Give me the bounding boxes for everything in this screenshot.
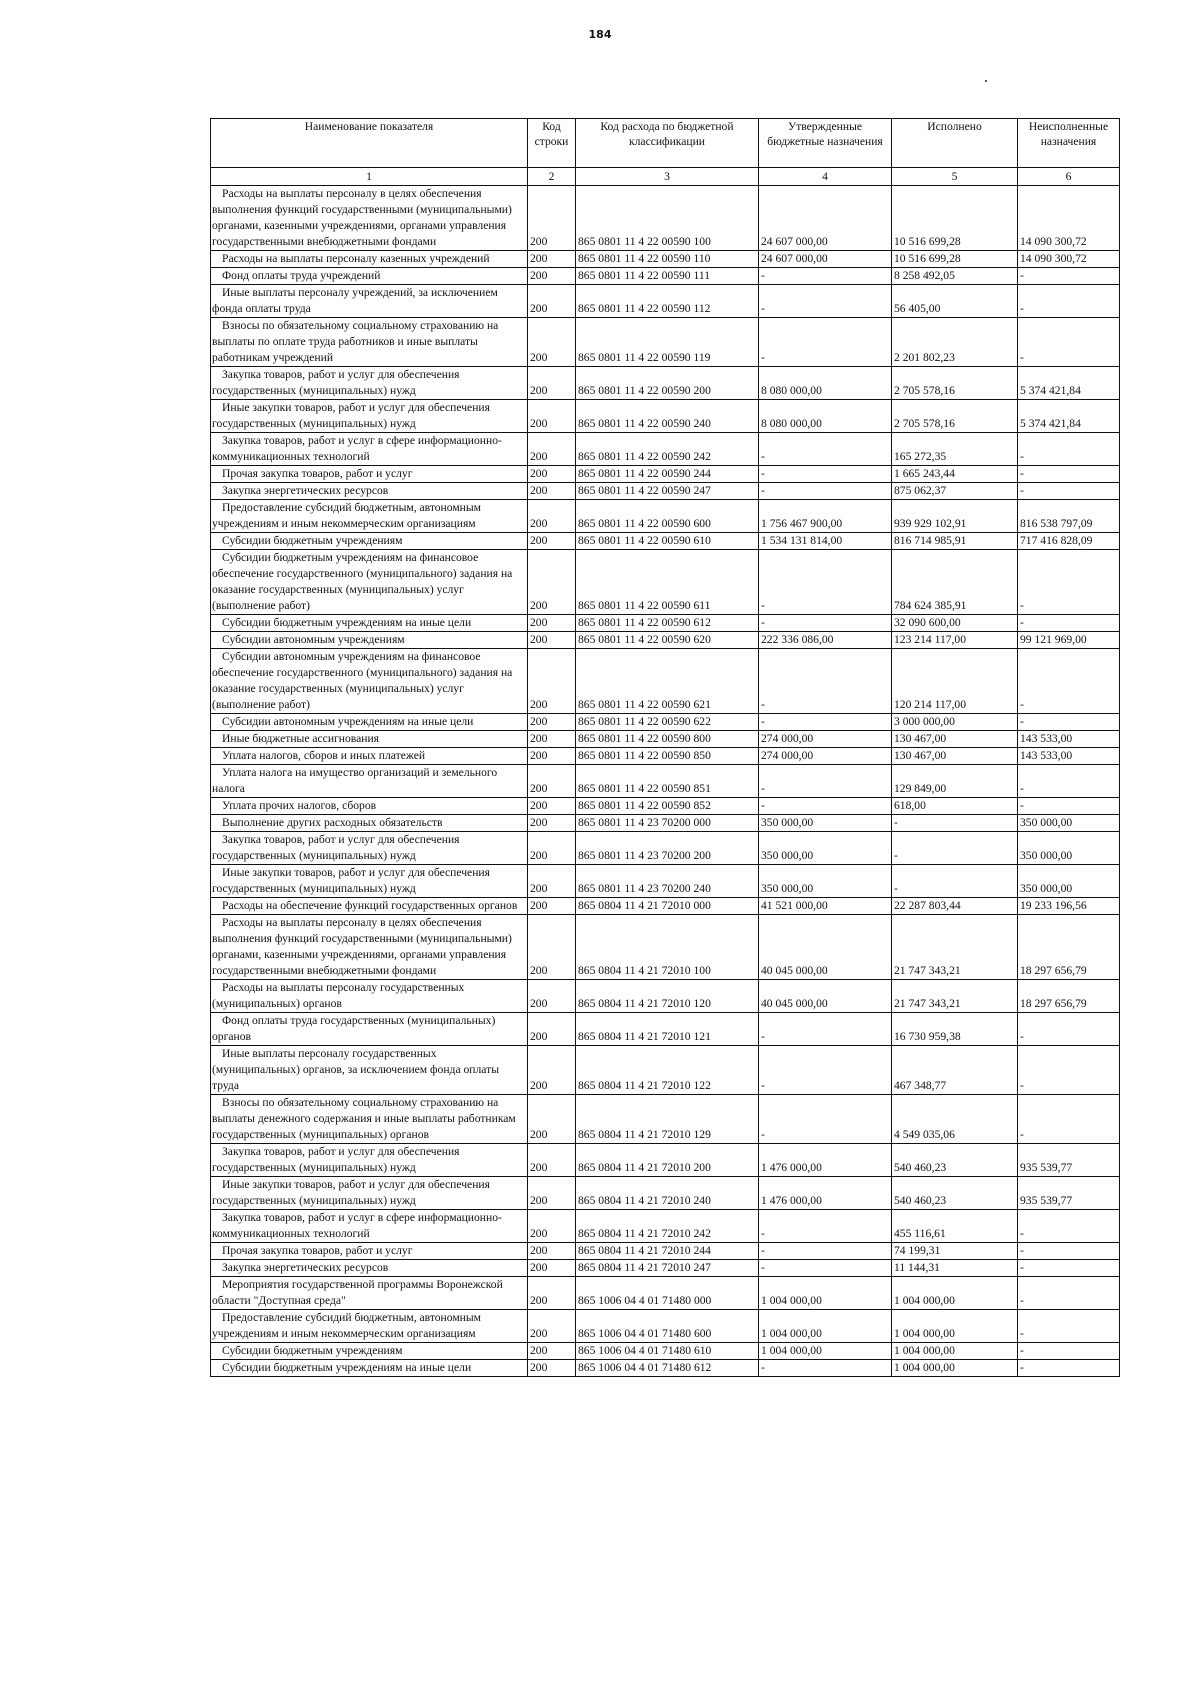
expense-code-cell: 865 0801 11 4 22 00590 600 <box>576 500 759 533</box>
table-row <box>211 186 1120 251</box>
indicator-name-cell: Закупка товаров, работ и услуг для обеспечения государственных (муниципальных) нужд <box>211 832 528 865</box>
unexecuted-value-cell: 99 121 969,00 <box>1018 632 1120 649</box>
expense-code-cell: 865 0801 11 4 22 00590 111 <box>576 268 759 285</box>
indicator-name-cell: Взносы по обязательному социальному страхованию на выплаты по оплате труда работников и иные выплаты работникам учреждений <box>211 318 528 367</box>
line-code-cell: 200 <box>528 533 576 550</box>
approved-value-cell: - <box>759 1260 892 1277</box>
unexecuted-value-cell: 5 374 421,84 <box>1018 367 1120 400</box>
expense-code-cell: 865 0801 11 4 22 00590 110 <box>576 251 759 268</box>
approved-value-cell: - <box>759 1360 892 1377</box>
line-code-cell: 200 <box>528 285 576 318</box>
column-number: 4 <box>759 168 892 186</box>
expense-code-cell: 865 0804 11 4 21 72010 000 <box>576 898 759 915</box>
indicator-name-cell: Закупка товаров, работ и услуг в сфере информационно-коммуникационных технологий <box>211 433 528 466</box>
indicator-name-cell: Субсидии автономным учреждениям на финансовое обеспечение государственного (муниципального) задания на оказание государственных (муниципальных) услуг (выполнение работ) <box>211 649 528 714</box>
table-row <box>211 865 1120 898</box>
indicator-name-cell: Прочая закупка товаров, работ и услуг <box>211 466 528 483</box>
line-code-cell: 200 <box>528 318 576 367</box>
executed-value-cell: 2 705 578,16 <box>892 367 1018 400</box>
line-code-cell: 200 <box>528 1277 576 1310</box>
indicator-name-cell: Предоставление субсидий бюджетным, автономным учреждениям и иным некоммерческим организациям <box>211 500 528 533</box>
executed-value-cell: 56 405,00 <box>892 285 1018 318</box>
executed-value-cell: 74 199,31 <box>892 1243 1018 1260</box>
expense-code-cell: 865 0801 11 4 22 00590 242 <box>576 433 759 466</box>
expense-code-cell: 865 0804 11 4 21 72010 242 <box>576 1210 759 1243</box>
expense-code-cell: 865 0804 11 4 21 72010 129 <box>576 1095 759 1144</box>
line-code-cell: 200 <box>528 649 576 714</box>
executed-value-cell: 1 665 243,44 <box>892 466 1018 483</box>
approved-value-cell: 1 476 000,00 <box>759 1177 892 1210</box>
executed-value-cell: 2 705 578,16 <box>892 400 1018 433</box>
approved-value-cell: - <box>759 285 892 318</box>
approved-value-cell: 41 521 000,00 <box>759 898 892 915</box>
table-row <box>211 815 1120 832</box>
approved-value-cell: - <box>759 433 892 466</box>
column-number: 3 <box>576 168 759 186</box>
column-number-row <box>211 168 1120 186</box>
approved-value-cell: 274 000,00 <box>759 748 892 765</box>
executed-value-cell: 540 460,23 <box>892 1177 1018 1210</box>
table-row <box>211 1144 1120 1177</box>
approved-value-cell: 8 080 000,00 <box>759 367 892 400</box>
table-row <box>211 1013 1120 1046</box>
unexecuted-value-cell: - <box>1018 483 1120 500</box>
line-code-cell: 200 <box>528 1310 576 1343</box>
header-unexecuted: Неисполненные назначения <box>1018 119 1120 168</box>
indicator-name-cell: Субсидии автономным учреждениям на иные цели <box>211 714 528 731</box>
expense-code-cell: 865 0801 11 4 23 70200 200 <box>576 832 759 865</box>
executed-value-cell: 816 714 985,91 <box>892 533 1018 550</box>
expense-code-cell: 865 0804 11 4 21 72010 200 <box>576 1144 759 1177</box>
executed-value-cell: 21 747 343,21 <box>892 915 1018 980</box>
executed-value-cell: 10 516 699,28 <box>892 186 1018 251</box>
line-code-cell: 200 <box>528 433 576 466</box>
indicator-name-cell: Иные закупки товаров, работ и услуг для обеспечения государственных (муниципальных) нужд <box>211 400 528 433</box>
expense-code-cell: 865 0801 11 4 22 00590 620 <box>576 632 759 649</box>
indicator-name-cell: Субсидии бюджетным учреждениям <box>211 533 528 550</box>
table-row <box>211 533 1120 550</box>
executed-value-cell: 21 747 343,21 <box>892 980 1018 1013</box>
table-row <box>211 367 1120 400</box>
indicator-name-cell: Прочая закупка товаров, работ и услуг <box>211 1243 528 1260</box>
indicator-name-cell: Фонд оплаты труда учреждений <box>211 268 528 285</box>
indicator-name-cell: Выполнение других расходных обязательств <box>211 815 528 832</box>
executed-value-cell: - <box>892 815 1018 832</box>
unexecuted-value-cell: - <box>1018 798 1120 815</box>
unexecuted-value-cell: 143 533,00 <box>1018 748 1120 765</box>
table-row <box>211 550 1120 615</box>
expense-code-cell: 865 0801 11 4 22 00590 800 <box>576 731 759 748</box>
expense-code-cell: 865 0801 11 4 22 00590 622 <box>576 714 759 731</box>
unexecuted-value-cell: - <box>1018 550 1120 615</box>
table-row <box>211 798 1120 815</box>
executed-value-cell: 120 214 117,00 <box>892 649 1018 714</box>
line-code-cell: 200 <box>528 500 576 533</box>
approved-value-cell: - <box>759 1013 892 1046</box>
header-indicator-name: Наименование показателя <box>211 119 528 168</box>
approved-value-cell: 1 004 000,00 <box>759 1277 892 1310</box>
line-code-cell: 200 <box>528 1243 576 1260</box>
table-row <box>211 483 1120 500</box>
approved-value-cell: - <box>759 483 892 500</box>
line-code-cell: 200 <box>528 1260 576 1277</box>
table-row <box>211 466 1120 483</box>
table-row <box>211 1260 1120 1277</box>
line-code-cell: 200 <box>528 1210 576 1243</box>
expense-code-cell: 865 0801 11 4 22 00590 244 <box>576 466 759 483</box>
unexecuted-value-cell: 143 533,00 <box>1018 731 1120 748</box>
line-code-cell: 200 <box>528 815 576 832</box>
executed-value-cell: 1 004 000,00 <box>892 1310 1018 1343</box>
line-code-cell: 200 <box>528 550 576 615</box>
expense-code-cell: 865 0801 11 4 22 00590 240 <box>576 400 759 433</box>
line-code-cell: 200 <box>528 1046 576 1095</box>
unexecuted-value-cell: 14 090 300,72 <box>1018 251 1120 268</box>
line-code-cell: 200 <box>528 268 576 285</box>
indicator-name-cell: Иные закупки товаров, работ и услуг для обеспечения государственных (муниципальных) нужд <box>211 1177 528 1210</box>
column-number: 6 <box>1018 168 1120 186</box>
table-row <box>211 1046 1120 1095</box>
expense-code-cell: 865 1006 04 4 01 71480 600 <box>576 1310 759 1343</box>
unexecuted-value-cell: - <box>1018 615 1120 632</box>
executed-value-cell: 939 929 102,91 <box>892 500 1018 533</box>
executed-value-cell: 32 090 600,00 <box>892 615 1018 632</box>
indicator-name-cell: Закупка энергетических ресурсов <box>211 1260 528 1277</box>
table-row <box>211 1210 1120 1243</box>
line-code-cell: 200 <box>528 798 576 815</box>
indicator-name-cell: Расходы на выплаты персоналу казенных учреждений <box>211 251 528 268</box>
table-row <box>211 285 1120 318</box>
table-row <box>211 915 1120 980</box>
unexecuted-value-cell: 935 539,77 <box>1018 1144 1120 1177</box>
line-code-cell: 200 <box>528 1360 576 1377</box>
unexecuted-value-cell: - <box>1018 318 1120 367</box>
unexecuted-value-cell: 14 090 300,72 <box>1018 186 1120 251</box>
table-row <box>211 615 1120 632</box>
table-body <box>211 186 1120 1377</box>
executed-value-cell: 10 516 699,28 <box>892 251 1018 268</box>
indicator-name-cell: Субсидии бюджетным учреждениям на финансовое обеспечение государственного (муниципального) задания на оказание государственных (муниципальных) услуг (выполнение работ) <box>211 550 528 615</box>
approved-value-cell: - <box>759 714 892 731</box>
approved-value-cell: 1 534 131 814,00 <box>759 533 892 550</box>
table-row <box>211 632 1120 649</box>
unexecuted-value-cell: - <box>1018 1243 1120 1260</box>
unexecuted-value-cell: - <box>1018 1046 1120 1095</box>
indicator-name-cell: Субсидии бюджетным учреждениям <box>211 1343 528 1360</box>
line-code-cell: 200 <box>528 898 576 915</box>
expense-code-cell: 865 0801 11 4 22 00590 610 <box>576 533 759 550</box>
executed-value-cell: 875 062,37 <box>892 483 1018 500</box>
expense-code-cell: 865 0801 11 4 22 00590 100 <box>576 186 759 251</box>
table-row <box>211 731 1120 748</box>
indicator-name-cell: Иные выплаты персоналу государственных (муниципальных) органов, за исключением фонда оплаты труда <box>211 1046 528 1095</box>
unexecuted-value-cell: - <box>1018 765 1120 798</box>
unexecuted-value-cell: 18 297 656,79 <box>1018 915 1120 980</box>
table-row <box>211 1177 1120 1210</box>
line-code-cell: 200 <box>528 1144 576 1177</box>
table-row <box>211 400 1120 433</box>
table-row <box>211 251 1120 268</box>
executed-value-cell: 22 287 803,44 <box>892 898 1018 915</box>
table-row <box>211 1095 1120 1144</box>
executed-value-cell: 2 201 802,23 <box>892 318 1018 367</box>
approved-value-cell: 40 045 000,00 <box>759 980 892 1013</box>
unexecuted-value-cell: - <box>1018 433 1120 466</box>
unexecuted-value-cell: 18 297 656,79 <box>1018 980 1120 1013</box>
expense-code-cell: 865 0804 11 4 21 72010 120 <box>576 980 759 1013</box>
table-row <box>211 980 1120 1013</box>
executed-value-cell: 3 000 000,00 <box>892 714 1018 731</box>
line-code-cell: 200 <box>528 865 576 898</box>
executed-value-cell: 123 214 117,00 <box>892 632 1018 649</box>
indicator-name-cell: Субсидии бюджетным учреждениям на иные цели <box>211 615 528 632</box>
line-code-cell: 200 <box>528 483 576 500</box>
approved-value-cell: 350 000,00 <box>759 832 892 865</box>
indicator-name-cell: Расходы на обеспечение функций государственных органов <box>211 898 528 915</box>
executed-value-cell: 11 144,31 <box>892 1260 1018 1277</box>
line-code-cell: 200 <box>528 632 576 649</box>
expense-code-cell: 865 0801 11 4 22 00590 850 <box>576 748 759 765</box>
table-row <box>211 832 1120 865</box>
approved-value-cell: 222 336 086,00 <box>759 632 892 649</box>
unexecuted-value-cell: - <box>1018 1277 1120 1310</box>
executed-value-cell: 784 624 385,91 <box>892 550 1018 615</box>
line-code-cell: 200 <box>528 832 576 865</box>
expense-code-cell: 865 0804 11 4 21 72010 100 <box>576 915 759 980</box>
expense-code-cell: 865 0801 11 4 22 00590 621 <box>576 649 759 714</box>
executed-value-cell: 8 258 492,05 <box>892 268 1018 285</box>
expense-code-cell: 865 0801 11 4 22 00590 119 <box>576 318 759 367</box>
executed-value-cell: 1 004 000,00 <box>892 1277 1018 1310</box>
unexecuted-value-cell: - <box>1018 1360 1120 1377</box>
unexecuted-value-cell: - <box>1018 1210 1120 1243</box>
indicator-name-cell: Расходы на выплаты персоналу в целях обеспечения выполнения функций государственными (муниципальными) органами, казенными учреждениями, органами управления государственными внебюджетными фондами <box>211 186 528 251</box>
approved-value-cell: 24 607 000,00 <box>759 186 892 251</box>
indicator-name-cell: Мероприятия государственной программы Воронежской области "Доступная среда" <box>211 1277 528 1310</box>
indicator-name-cell: Предоставление субсидий бюджетным, автономным учреждениям и иным некоммерческим организациям <box>211 1310 528 1343</box>
approved-value-cell: - <box>759 318 892 367</box>
budget-execution-table <box>210 118 1120 1377</box>
executed-value-cell: 16 730 959,38 <box>892 1013 1018 1046</box>
line-code-cell: 200 <box>528 1177 576 1210</box>
line-code-cell: 200 <box>528 186 576 251</box>
unexecuted-value-cell: 935 539,77 <box>1018 1177 1120 1210</box>
table-row <box>211 268 1120 285</box>
line-code-cell: 200 <box>528 748 576 765</box>
approved-value-cell: 24 607 000,00 <box>759 251 892 268</box>
header-approved: Утвержденные бюджетные назначения <box>759 119 892 168</box>
table-row <box>211 1343 1120 1360</box>
expense-code-cell: 865 0801 11 4 22 00590 200 <box>576 367 759 400</box>
unexecuted-value-cell: 350 000,00 <box>1018 865 1120 898</box>
expense-code-cell: 865 0804 11 4 21 72010 121 <box>576 1013 759 1046</box>
expense-code-cell: 865 0801 11 4 23 70200 000 <box>576 815 759 832</box>
line-code-cell: 200 <box>528 1013 576 1046</box>
unexecuted-value-cell: - <box>1018 1343 1120 1360</box>
unexecuted-value-cell: - <box>1018 268 1120 285</box>
indicator-name-cell: Расходы на выплаты персоналу государственных (муниципальных) органов <box>211 980 528 1013</box>
expense-code-cell: 865 0801 11 4 22 00590 612 <box>576 615 759 632</box>
approved-value-cell: - <box>759 615 892 632</box>
executed-value-cell: 1 004 000,00 <box>892 1343 1018 1360</box>
line-code-cell: 200 <box>528 466 576 483</box>
executed-value-cell: 130 467,00 <box>892 748 1018 765</box>
expense-code-cell: 865 0801 11 4 22 00590 112 <box>576 285 759 318</box>
indicator-name-cell: Закупка товаров, работ и услуг для обеспечения государственных (муниципальных) нужд <box>211 367 528 400</box>
indicator-name-cell: Иные бюджетные ассигнования <box>211 731 528 748</box>
unexecuted-value-cell: - <box>1018 1013 1120 1046</box>
unexecuted-value-cell: - <box>1018 1260 1120 1277</box>
indicator-name-cell: Закупка товаров, работ и услуг для обеспечения государственных (муниципальных) нужд <box>211 1144 528 1177</box>
unexecuted-value-cell: 19 233 196,56 <box>1018 898 1120 915</box>
table-row <box>211 765 1120 798</box>
indicator-name-cell: Фонд оплаты труда государственных (муниципальных) органов <box>211 1013 528 1046</box>
approved-value-cell: 8 080 000,00 <box>759 400 892 433</box>
line-code-cell: 200 <box>528 400 576 433</box>
executed-value-cell: 129 849,00 <box>892 765 1018 798</box>
header-line-code: Код строки <box>528 119 576 168</box>
indicator-name-cell: Иные выплаты персоналу учреждений, за исключением фонда оплаты труда <box>211 285 528 318</box>
line-code-cell: 200 <box>528 714 576 731</box>
indicator-name-cell: Закупка энергетических ресурсов <box>211 483 528 500</box>
header-expense-code: Код расхода по бюджетной классификации <box>576 119 759 168</box>
approved-value-cell: 274 000,00 <box>759 731 892 748</box>
approved-value-cell: - <box>759 1210 892 1243</box>
unexecuted-value-cell: 717 416 828,09 <box>1018 533 1120 550</box>
approved-value-cell: 1 004 000,00 <box>759 1343 892 1360</box>
line-code-cell: 200 <box>528 367 576 400</box>
approved-value-cell: - <box>759 1095 892 1144</box>
approved-value-cell: 1 476 000,00 <box>759 1144 892 1177</box>
expense-code-cell: 865 0804 11 4 21 72010 122 <box>576 1046 759 1095</box>
expense-code-cell: 865 1006 04 4 01 71480 612 <box>576 1360 759 1377</box>
line-code-cell: 200 <box>528 915 576 980</box>
executed-value-cell: 618,00 <box>892 798 1018 815</box>
table-row <box>211 1277 1120 1310</box>
table-row <box>211 318 1120 367</box>
unexecuted-value-cell: - <box>1018 1310 1120 1343</box>
expense-code-cell: 865 0801 11 4 22 00590 611 <box>576 550 759 615</box>
unexecuted-value-cell: - <box>1018 714 1120 731</box>
unexecuted-value-cell: - <box>1018 285 1120 318</box>
executed-value-cell: 130 467,00 <box>892 731 1018 748</box>
approved-value-cell: - <box>759 765 892 798</box>
approved-value-cell: - <box>759 649 892 714</box>
column-number: 1 <box>211 168 528 186</box>
page-number: 184 <box>588 28 612 41</box>
expense-code-cell: 865 0804 11 4 21 72010 244 <box>576 1243 759 1260</box>
approved-value-cell: 40 045 000,00 <box>759 915 892 980</box>
expense-code-cell: 865 0801 11 4 22 00590 852 <box>576 798 759 815</box>
approved-value-cell: 350 000,00 <box>759 865 892 898</box>
unexecuted-value-cell: 350 000,00 <box>1018 832 1120 865</box>
header-executed: Исполнено <box>892 119 1018 168</box>
approved-value-cell: - <box>759 1243 892 1260</box>
expense-code-cell: 865 0801 11 4 22 00590 247 <box>576 483 759 500</box>
column-number: 2 <box>528 168 576 186</box>
line-code-cell: 200 <box>528 765 576 798</box>
approved-value-cell: - <box>759 466 892 483</box>
executed-value-cell: 455 116,61 <box>892 1210 1018 1243</box>
expense-code-cell: 865 1006 04 4 01 71480 610 <box>576 1343 759 1360</box>
line-code-cell: 200 <box>528 731 576 748</box>
approved-value-cell: 1 756 467 900,00 <box>759 500 892 533</box>
approved-value-cell: 1 004 000,00 <box>759 1310 892 1343</box>
unexecuted-value-cell: - <box>1018 466 1120 483</box>
unexecuted-value-cell: 5 374 421,84 <box>1018 400 1120 433</box>
indicator-name-cell: Уплата прочих налогов, сборов <box>211 798 528 815</box>
header-row <box>211 119 1120 168</box>
table-row <box>211 433 1120 466</box>
executed-value-cell: 1 004 000,00 <box>892 1360 1018 1377</box>
table-row <box>211 898 1120 915</box>
indicator-name-cell: Уплата налогов, сборов и иных платежей <box>211 748 528 765</box>
column-number: 5 <box>892 168 1018 186</box>
expense-code-cell: 865 0804 11 4 21 72010 240 <box>576 1177 759 1210</box>
scan-dot <box>985 80 987 82</box>
executed-value-cell: 4 549 035,06 <box>892 1095 1018 1144</box>
indicator-name-cell: Закупка товаров, работ и услуг в сфере информационно-коммуникационных технологий <box>211 1210 528 1243</box>
approved-value-cell: - <box>759 1046 892 1095</box>
executed-value-cell: - <box>892 865 1018 898</box>
indicator-name-cell: Расходы на выплаты персоналу в целях обеспечения выполнения функций государственными (муниципальными) органами, казенными учреждениями, органами управления государственными внебюджетными фондами <box>211 915 528 980</box>
expense-code-cell: 865 1006 04 4 01 71480 000 <box>576 1277 759 1310</box>
executed-value-cell: 165 272,35 <box>892 433 1018 466</box>
line-code-cell: 200 <box>528 1343 576 1360</box>
executed-value-cell: 467 348,77 <box>892 1046 1018 1095</box>
indicator-name-cell: Уплата налога на имущество организаций и земельного налога <box>211 765 528 798</box>
table-row <box>211 714 1120 731</box>
line-code-cell: 200 <box>528 980 576 1013</box>
approved-value-cell: - <box>759 798 892 815</box>
unexecuted-value-cell: 816 538 797,09 <box>1018 500 1120 533</box>
table-row <box>211 649 1120 714</box>
unexecuted-value-cell: - <box>1018 1095 1120 1144</box>
table-row <box>211 748 1120 765</box>
indicator-name-cell: Иные закупки товаров, работ и услуг для обеспечения государственных (муниципальных) нужд <box>211 865 528 898</box>
line-code-cell: 200 <box>528 1095 576 1144</box>
approved-value-cell: - <box>759 550 892 615</box>
line-code-cell: 200 <box>528 251 576 268</box>
expense-code-cell: 865 0801 11 4 23 70200 240 <box>576 865 759 898</box>
line-code-cell: 200 <box>528 615 576 632</box>
executed-value-cell: - <box>892 832 1018 865</box>
indicator-name-cell: Субсидии автономным учреждениям <box>211 632 528 649</box>
table-row <box>211 1243 1120 1260</box>
approved-value-cell: 350 000,00 <box>759 815 892 832</box>
table-row <box>211 1310 1120 1343</box>
indicator-name-cell: Взносы по обязательному социальному страхованию на выплаты денежного содержания и иные выплаты работникам государственных (муниципальных) органов <box>211 1095 528 1144</box>
executed-value-cell: 540 460,23 <box>892 1144 1018 1177</box>
approved-value-cell: - <box>759 268 892 285</box>
expense-code-cell: 865 0801 11 4 22 00590 851 <box>576 765 759 798</box>
indicator-name-cell: Субсидии бюджетным учреждениям на иные цели <box>211 1360 528 1377</box>
table-row <box>211 1360 1120 1377</box>
expense-code-cell: 865 0804 11 4 21 72010 247 <box>576 1260 759 1277</box>
unexecuted-value-cell: - <box>1018 649 1120 714</box>
table-row <box>211 500 1120 533</box>
unexecuted-value-cell: 350 000,00 <box>1018 815 1120 832</box>
